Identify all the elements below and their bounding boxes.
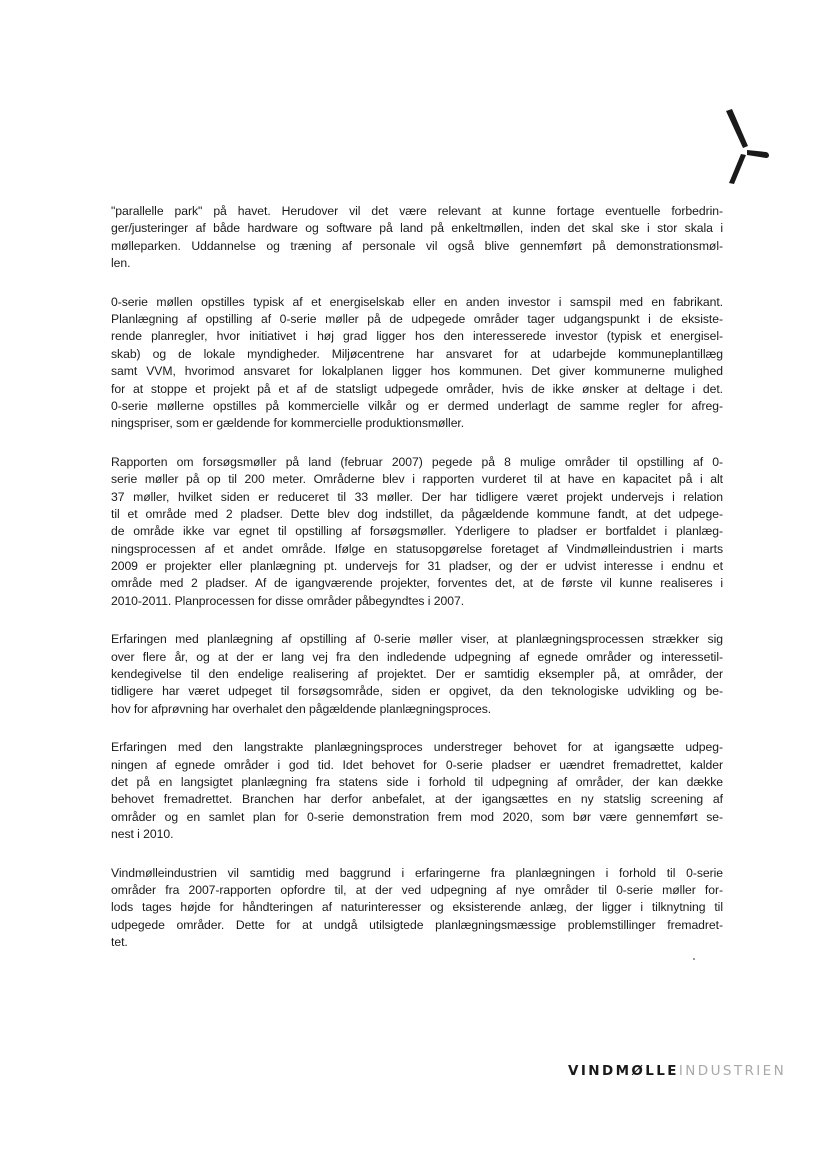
text-line: ningsprocessen af et andet område. Ifølge en statusopgørelse foretaget af Vindmølleindustrien i marts xyxy=(111,541,723,556)
text-line: udpegede områder. Dette for at undgå utilsigtede planlægningsmæssige problemstillinger fremadret- xyxy=(111,917,723,932)
brand-name-light: INDUSTRIEN xyxy=(678,1063,787,1079)
brand-name-bold: VINDMØLLE xyxy=(568,1063,679,1079)
footer-brand-logo xyxy=(568,1063,786,1079)
document-body xyxy=(111,203,723,973)
text-line: mølleparken. Uddannelse og træning af personale vil også blive gennemført på demonstrationsmøl- xyxy=(111,238,723,253)
text-line: nest i 2010. xyxy=(111,827,174,842)
scan-speck xyxy=(693,958,695,960)
text-line: Erfaringen med planlægning af opstilling af 0-serie møller viser, at planlægningsprocessen strækker sig xyxy=(111,632,723,647)
text-line: hov for afprøvning har overhalet den pågældende planlægningsproces. xyxy=(111,701,492,716)
text-line: ningspriser, som er gældende for kommercielle produktionsmøller. xyxy=(111,416,465,431)
text-line: tet. xyxy=(111,935,128,950)
text-line: over flere år, og at der er lang vej fra den indledende udpegning af egnede områder og interessetil- xyxy=(111,649,723,664)
text-line: for at stoppe et projekt på et af de statsligt udpegede områder, hvis de ikke ønsker at deltage i det. xyxy=(111,381,723,396)
text-line: lods tages højde for håndteringen af naturinteresser og eksisterende anlæg, der ligger i tilknytning til xyxy=(111,900,723,915)
paragraph-2 xyxy=(111,294,723,433)
text-line: skab) og de lokale myndigheder. Miljøcentrene har ansvaret for at udarbejde kommuneplantillæg xyxy=(111,346,723,361)
text-line: Planlægning af opstilling af 0-serie møller på de udpegede områder tager udgangspunkt i de eksiste- xyxy=(111,311,723,326)
text-line: Rapporten om forsøgsmøller på land (februar 2007) pegede på 8 mulige områder til opstilling af 0- xyxy=(111,454,723,469)
text-line: behovet fremadrettet. Branchen har derfor anbefalet, at der igangsættes en ny statslig screening af xyxy=(111,792,723,807)
paragraph-4 xyxy=(111,631,723,718)
turbine-blade-lower xyxy=(729,154,746,184)
text-line: serie møller på op til 200 meter. Områderne blev i rapporten vurderet til at have en kapacitet på i alt xyxy=(111,472,723,487)
text-line: 37 møller, hvilket siden er reduceret til 33 møller. Der har tidligere været projekt undervejs i relation xyxy=(111,489,723,504)
turbine-blade-right xyxy=(747,150,769,158)
text-line: 0-serie møllerne opstilles på kommercielle vilkår og er dermed underlagt de samme regler for afreg- xyxy=(111,398,723,413)
text-line: rende planregler, hvor initiativet i høj grad ligger hos den interesserede investor (typisk et energisel- xyxy=(111,329,723,344)
text-line: de område ikke var egnet til opstilling af forsøgsmøller. Yderligere to pladser er bortfaldet i planlæg- xyxy=(111,524,723,539)
text-line: det på en langsigtet planlægning fra statens side i forhold til udpegning af områder, der kan dække xyxy=(111,775,723,789)
paragraph-6 xyxy=(111,865,723,952)
text-line: samt VVM, hvorimod ansvaret for lokalplanen ligger hos kommunen. Det giver kommunerne mulighed xyxy=(111,364,723,379)
text-line: ningen af egnede områder i god tid. Idet behovet for 0-serie pladser er uændret fremadrettet, kalder xyxy=(111,757,723,772)
text-line: 2010-2011. Planprocessen for disse områder påbegyndtes i 2007. xyxy=(111,593,465,608)
paragraph-1 xyxy=(111,203,723,273)
text-line: 0-serie møllen opstilles typisk af et energiselskab eller en anden investor i samspil med en fabrikant. xyxy=(111,294,723,309)
turbine-blade-upper xyxy=(726,109,748,148)
text-line: ger/justeringer af både hardware og software på land på enkeltmøllen, inden det skal ske i stor skala i xyxy=(111,221,723,236)
paragraph-3 xyxy=(111,454,723,611)
paragraph-5 xyxy=(111,739,723,843)
text-line: områder fra 2007-rapporten opfordre til, at der ved udpegning af nye områder til 0-serie møller for- xyxy=(111,882,723,897)
text-line: til et område med 2 pladser. Dette blev dog indstillet, da pågældende kommune fandt, at det udpege- xyxy=(111,506,723,521)
text-line: områder og en samlet plan for 0-serie demonstration frem mod 2020, som bør være gennemført se- xyxy=(111,809,723,824)
text-line: len. xyxy=(111,256,131,271)
text-line: tidligere har været udpeget til forsøgsområde, siden er opgivet, da den teknologiske udvikling og be- xyxy=(111,684,723,699)
text-line: kendegivelse til den endelige realisering af projektet. Der er samtidig eksempler på, at områder, der xyxy=(111,667,723,682)
wind-turbine-icon xyxy=(722,106,772,186)
text-line: 2009 er projekter eller planlægning pt. undervejs for 31 pladser, og der er udvist interesse i endnu et xyxy=(111,559,723,574)
text-line: Vindmølleindustrien vil samtidig med baggrund i erfaringerne fra planlægningen i forhold til 0-serie xyxy=(111,865,723,880)
text-line: Erfaringen med den langstrakte planlægningsproces understreger behovet for at igangsætte udpeg- xyxy=(111,740,723,755)
text-line: område med 2 pladser. Af de igangværende projekter, forventes det, at de første vil kunne realiseres i xyxy=(111,576,723,591)
text-line: "parallelle park" på havet. Herudover vil det være relevant at kunne fortage eventuelle forbedrin- xyxy=(111,204,723,218)
